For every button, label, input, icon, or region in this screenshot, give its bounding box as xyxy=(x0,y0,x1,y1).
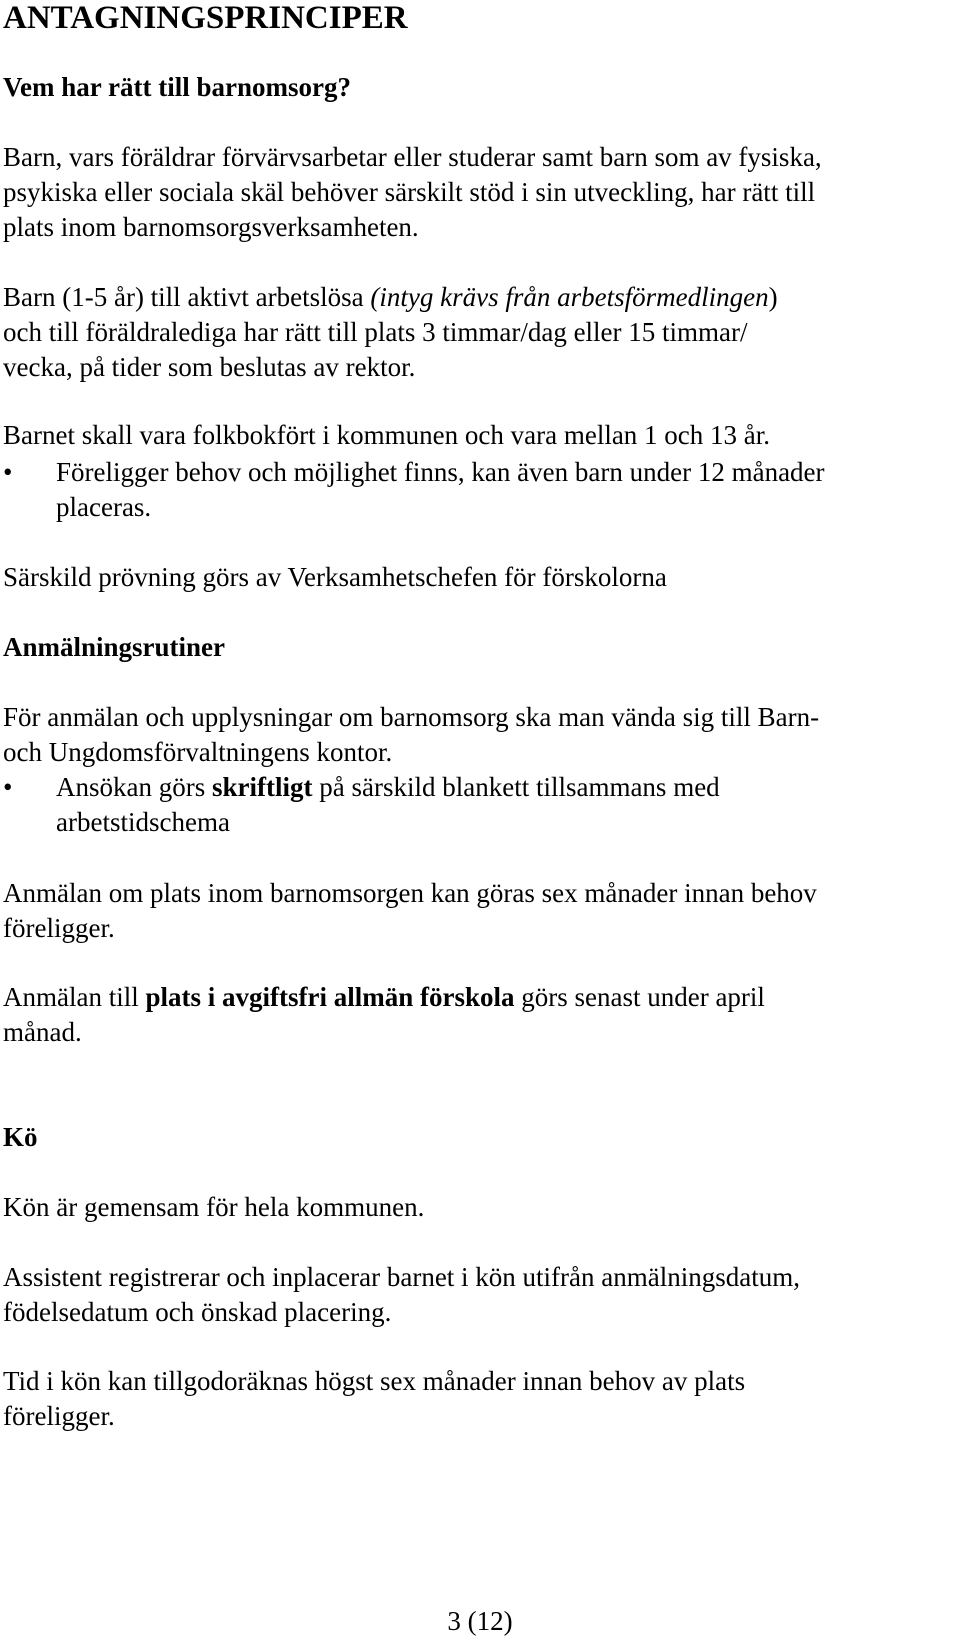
bullet-marker: • xyxy=(3,772,13,802)
eligibility-paragraph-2: Barn (1-5 år) till aktivt arbetslösa (intyg krävs från arbetsförmedlingen) och till föräldralediga har rätt till plats 3 timmar/dag eller 15 timmar/ vecka, på tider som beslutas av rektor. xyxy=(3,282,778,382)
heading-registration: Anmälningsrutiner xyxy=(3,632,226,662)
eligibility-paragraph-1: Barn, vars föräldrar förvärvsarbetar eller studerar samt barn som av fysiska, psykiska eller sociala skäl behöver särskilt stöd i sin utveckling, har rätt till plats inom barnomsorgsverksamheten. xyxy=(3,142,822,242)
heading-queue: Kö xyxy=(3,1122,38,1152)
queue-paragraph-1: Kön är gemensam för hela kommunen. xyxy=(3,1192,425,1222)
page-number: 3 (12) xyxy=(447,1606,513,1636)
document-title: ANTAGNINGSPRINCIPER xyxy=(3,0,408,36)
registration-paragraph-2: Anmälan om plats inom barnomsorgen kan göras sex månader innan behov föreligger. xyxy=(3,878,817,943)
bullet-marker: • xyxy=(3,457,13,487)
eligibility-paragraph-3: Barnet skall vara folkbokfört i kommunen och vara mellan 1 och 13 år. xyxy=(3,420,771,450)
queue-paragraph-2: Assistent registrerar och inplacerar barnet i kön utifrån anmälningsdatum, födelsedatum och önskad placering. xyxy=(3,1262,800,1327)
eligibility-paragraph-4: Särskild prövning görs av Verksamhetschefen för förskolorna xyxy=(3,562,667,592)
registration-paragraph-1: För anmälan och upplysningar om barnomsorg ska man vända sig till Barn- och Ungdomsförvaltningens kontor. xyxy=(3,702,820,767)
registration-paragraph-3: Anmälan till plats i avgiftsfri allmän förskola görs senast under april månad. xyxy=(3,982,765,1047)
heading-eligibility: Vem har rätt till barnomsorg? xyxy=(3,72,351,102)
queue-paragraph-3: Tid i kön kan tillgodoräknas högst sex månader innan behov av plats föreligger. xyxy=(3,1366,746,1431)
